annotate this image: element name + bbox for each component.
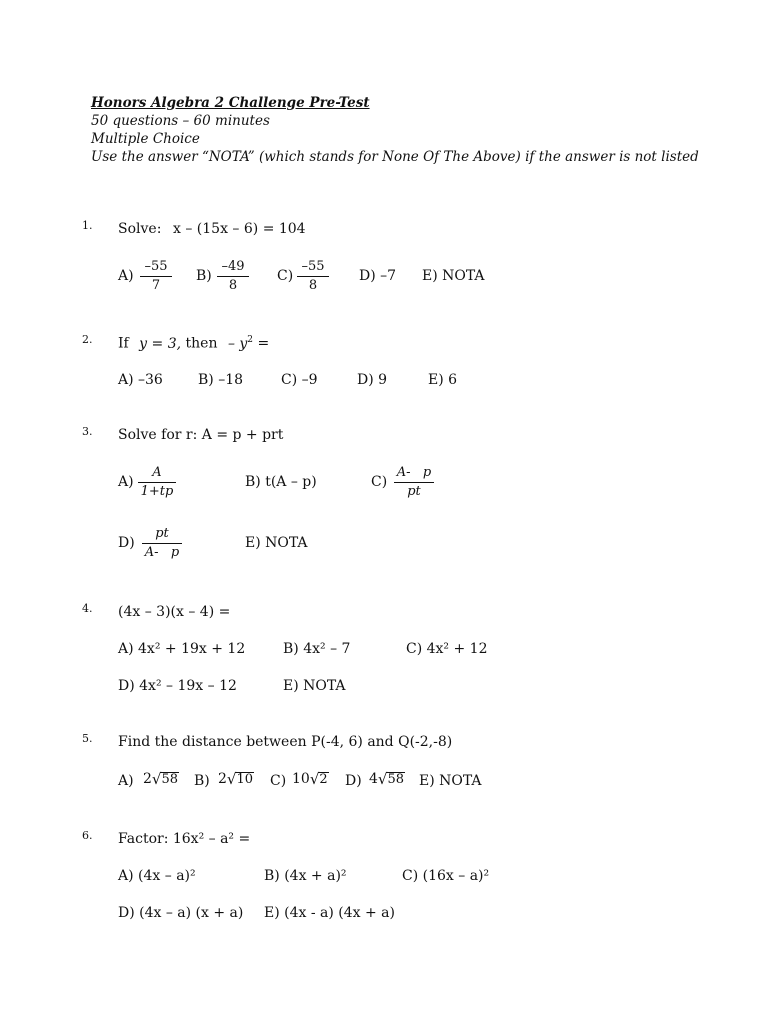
fraction-denominator: pt	[407, 484, 421, 499]
fraction-numerator: pt	[155, 526, 169, 541]
fraction-bar	[142, 543, 182, 544]
choice-d: D) –7	[359, 268, 397, 284]
choice-a-label: A)	[118, 268, 134, 284]
question-prompt: Solve:	[118, 221, 162, 237]
choice-a-label: A)	[118, 773, 134, 789]
choice-d: D) 9	[357, 372, 388, 388]
square-root-sign: √	[226, 770, 237, 788]
choice-d: D) (4x – a) (x + a)	[118, 905, 244, 921]
question-number: 4.	[82, 602, 93, 615]
prompt-equals: =	[257, 335, 270, 352]
fraction-denominator: 8	[308, 278, 318, 293]
radical-coefficient: 2	[143, 771, 152, 787]
question-prompt	[118, 335, 269, 352]
radicand: 10	[236, 772, 254, 787]
question-number: 5.	[82, 732, 93, 745]
question-prompt: (4x – 3)(x – 4) =	[118, 604, 231, 620]
choice-e: E) NOTA	[245, 535, 308, 551]
question-number: 2.	[82, 333, 93, 346]
fraction-denominator: 7	[151, 278, 161, 293]
square-root-sign: √	[309, 770, 320, 788]
question-prompt: Find the distance between P(-4, 6) and Q(-2,-8)	[118, 734, 453, 750]
prompt-if: If	[118, 335, 129, 352]
prompt-then: then	[185, 335, 218, 352]
fraction-numerator: A- p	[396, 465, 432, 480]
choice-e: E) NOTA	[283, 678, 346, 694]
choice-e: E) 6	[428, 372, 458, 388]
test-title: Honors Algebra 2 Challenge Pre-Test	[91, 95, 370, 111]
choice-b: B) 4x² – 7	[283, 641, 351, 657]
choice-c: C) (16x – a)²	[402, 868, 490, 884]
choice-c-label: C)	[371, 474, 388, 490]
choice-b: B) –18	[198, 372, 244, 388]
choice-b: B) (4x + a)²	[264, 868, 347, 884]
choice-d-radical	[369, 771, 405, 787]
choice-a: A) 4x² + 19x + 12	[118, 641, 246, 657]
choice-c-fraction	[394, 465, 434, 500]
fraction-numerator: A	[152, 465, 162, 480]
fraction-denominator: 8	[228, 278, 238, 293]
test-subtitle-format: Multiple Choice	[91, 131, 200, 147]
fraction-bar	[394, 482, 434, 483]
radical-coefficient: 10	[292, 771, 310, 787]
choice-a: A) –36	[118, 372, 163, 388]
question-prompt: Factor: 16x² – a² =	[118, 831, 251, 847]
test-subtitle-questions: 50 questions – 60 minutes	[91, 113, 270, 129]
choice-b-fraction	[217, 259, 249, 294]
question-equation: x – (15x – 6) = 104	[173, 221, 306, 237]
choice-d-label: D)	[118, 535, 135, 551]
question-number: 6.	[82, 829, 93, 842]
radical-coefficient: 4	[369, 771, 378, 787]
prompt-exponent: 2	[247, 335, 254, 345]
choice-b: B) t(A – p)	[245, 474, 317, 490]
choice-e: E) (4x - a) (4x + a)	[264, 905, 395, 921]
choice-b-label: B)	[196, 268, 212, 284]
radicand: 58	[387, 772, 405, 787]
prompt-expression: – y	[227, 335, 248, 352]
choice-d-fraction	[142, 526, 182, 561]
question-prompt: Solve for r: A = p + prt	[118, 427, 284, 443]
choice-c-radical	[292, 771, 329, 787]
choice-c: C) –9	[281, 372, 318, 388]
choice-e: E) NOTA	[422, 268, 485, 284]
radical-coefficient: 2	[218, 771, 227, 787]
radicand: 2	[319, 772, 328, 787]
choice-a-fraction	[138, 465, 176, 500]
choice-b-radical	[218, 771, 254, 787]
fraction-bar	[140, 276, 172, 277]
choice-d-label: D)	[345, 773, 362, 789]
test-header	[91, 94, 731, 166]
choice-e: E) NOTA	[419, 773, 482, 789]
test-instructions: Use the answer “NOTA” (which stands for None Of The Above) if the answer is not listed	[91, 149, 699, 165]
choice-a-fraction	[140, 259, 172, 294]
fraction-bar	[297, 276, 329, 277]
fraction-numerator: –55	[301, 259, 325, 274]
fraction-denominator: A- p	[144, 545, 180, 560]
prompt-condition: y = 3,	[139, 335, 182, 352]
choice-d: D) 4x² – 19x – 12	[118, 678, 237, 694]
square-root-sign: √	[151, 770, 162, 788]
choice-b-label: B)	[194, 773, 210, 789]
question-number: 1.	[82, 219, 93, 232]
choice-c-fraction	[297, 259, 329, 294]
choice-c-label: C)	[277, 268, 294, 284]
fraction-bar	[217, 276, 249, 277]
choice-c-label: C)	[270, 773, 287, 789]
fraction-bar	[138, 482, 176, 483]
choice-a-label: A)	[118, 474, 134, 490]
choice-a-radical	[143, 771, 179, 787]
choice-a: A) (4x – a)²	[118, 868, 196, 884]
fraction-numerator: –49	[221, 259, 245, 274]
question-number: 3.	[82, 425, 93, 438]
radicand: 58	[161, 772, 179, 787]
fraction-numerator: –55	[144, 259, 168, 274]
square-root-sign: √	[377, 770, 388, 788]
fraction-denominator: 1+tp	[140, 484, 174, 499]
choice-c: C) 4x² + 12	[406, 641, 488, 657]
